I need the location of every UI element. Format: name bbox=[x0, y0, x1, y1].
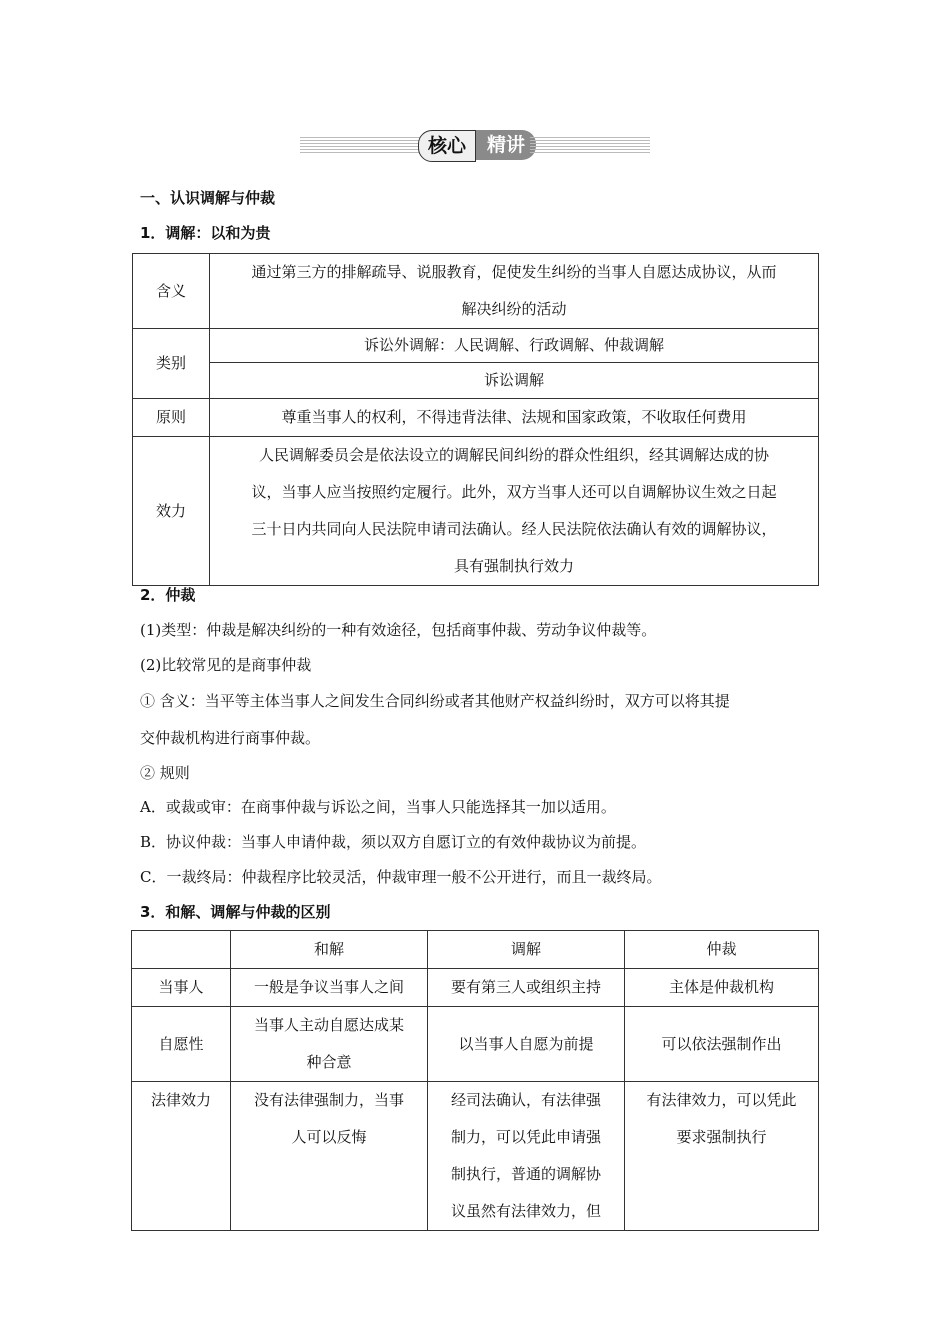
paragraph: (1)类型：仲裁是解决纠纷的一种有效途径，包括商事仲裁、劳动争议仲裁等。 bbox=[140, 621, 657, 639]
cell-line: 要求强制执行 bbox=[676, 1128, 767, 1146]
paragraph: 交仲裁机构进行商事仲裁。 bbox=[140, 729, 321, 747]
row-label: 自愿性 bbox=[132, 1007, 231, 1082]
section-banner bbox=[300, 128, 650, 162]
banner-decor-right bbox=[530, 137, 650, 155]
rule-a: A．或裁或审：在商事仲裁与诉讼之间，当事人只能选择其一加以适用。 bbox=[140, 798, 616, 816]
cell-line: 制力，可以凭此申请强 bbox=[450, 1128, 601, 1146]
row-label: 法律效力 bbox=[132, 1082, 231, 1231]
effect-label: 效力 bbox=[133, 437, 210, 586]
row-label: 当事人 bbox=[132, 969, 231, 1007]
header-cell bbox=[132, 931, 231, 969]
banner-right-label: 精讲 bbox=[476, 130, 536, 160]
banner-decor-left bbox=[300, 137, 420, 155]
meaning-label: 含义 bbox=[133, 254, 210, 329]
cell-line: 经司法确认，有法律强 bbox=[450, 1091, 601, 1109]
banner-left-label: 核心 bbox=[418, 130, 476, 162]
paragraph: (2)比较常见的是商事仲裁 bbox=[140, 656, 312, 674]
category-2: 诉讼调解 bbox=[210, 363, 819, 399]
subsection-mediation: 1．调解：以和为贵 bbox=[140, 224, 271, 242]
table-cell: 以当事人自愿为前提 bbox=[428, 1007, 625, 1082]
effect-line: 议，当事人应当按照约定履行。此外，双方当事人还可以自调解协议生效之日起 bbox=[251, 483, 777, 501]
cell-line: 当事人主动自愿达成某 bbox=[253, 1016, 404, 1034]
table-cell bbox=[231, 1082, 428, 1231]
header-cell: 调解 bbox=[428, 931, 625, 969]
category-1: 诉讼外调解：人民调解、行政调解、仲裁调解 bbox=[210, 329, 819, 363]
table-cell bbox=[428, 1082, 625, 1231]
cell-line: 议虽然有法律效力，但 bbox=[450, 1202, 601, 1220]
paragraph: ① 含义：当平等主体当事人之间发生合同纠纷或者其他财产权益纠纷时，双方可以将其提 bbox=[140, 692, 730, 710]
subsection-comparison: 3．和解、调解与仲裁的区别 bbox=[140, 903, 331, 921]
meaning-line: 解决纠纷的活动 bbox=[461, 300, 567, 318]
category-label: 类别 bbox=[133, 329, 210, 399]
section-title: 一、认识调解与仲裁 bbox=[140, 189, 276, 207]
effect-cell bbox=[210, 437, 819, 586]
effect-line: 人民调解委员会是依法设立的调解民间纠纷的群众性组织，经其调解达成的协 bbox=[258, 446, 769, 464]
header-cell: 和解 bbox=[231, 931, 428, 969]
subsection-arbitration: 2．仲裁 bbox=[140, 586, 196, 604]
table-cell: 一般是争议当事人之间 bbox=[231, 969, 428, 1007]
cell-line: 人可以反悔 bbox=[291, 1128, 367, 1146]
cell-line: 种合意 bbox=[306, 1053, 352, 1071]
principle-label: 原则 bbox=[133, 399, 210, 437]
rule-b: B．协议仲裁：当事人申请仲裁，须以双方自愿订立的有效仲裁协议为前提。 bbox=[140, 833, 647, 851]
table-cell: 要有第三人或组织主持 bbox=[428, 969, 625, 1007]
mediation-table bbox=[132, 253, 819, 586]
header-cell: 仲裁 bbox=[625, 931, 819, 969]
effect-line: 三十日内共同向人民法院申请司法确认。经人民法院依法确认有效的调解协议， bbox=[251, 520, 777, 538]
meaning-cell bbox=[210, 254, 819, 329]
rule-c: C．一裁终局：仲裁程序比较灵活，仲裁审理一般不公开进行，而且一裁终局。 bbox=[140, 868, 662, 886]
table-cell bbox=[625, 1082, 819, 1231]
cell-line: 没有法律强制力，当事 bbox=[253, 1091, 404, 1109]
paragraph: ② 规则 bbox=[140, 764, 190, 782]
comparison-table bbox=[131, 930, 819, 1231]
principle-cell: 尊重当事人的权利，不得违背法律、法规和国家政策，不收取任何费用 bbox=[210, 399, 819, 437]
meaning-line: 通过第三方的排解疏导、说服教育，促使发生纠纷的当事人自愿达成协议，从而 bbox=[251, 263, 777, 281]
table-cell bbox=[231, 1007, 428, 1082]
effect-line: 具有强制执行效力 bbox=[453, 557, 574, 575]
cell-line: 有法律效力，可以凭此 bbox=[646, 1091, 797, 1109]
cell-line: 制执行，普通的调解协 bbox=[450, 1165, 601, 1183]
table-cell: 主体是仲裁机构 bbox=[625, 969, 819, 1007]
table-cell: 可以依法强制作出 bbox=[625, 1007, 819, 1082]
